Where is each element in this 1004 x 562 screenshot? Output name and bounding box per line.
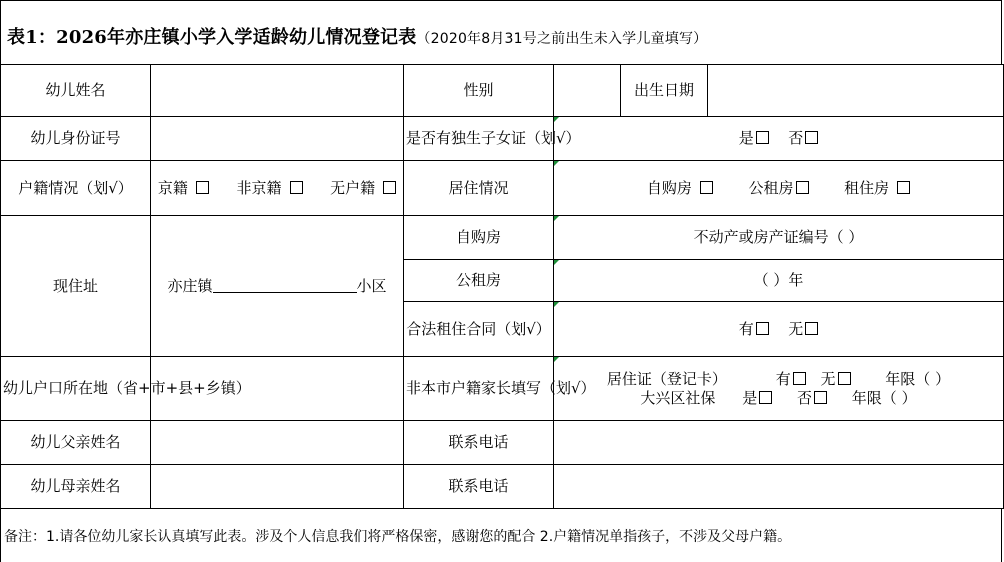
birth-date-field[interactable] — [708, 65, 1004, 117]
child-id-label: 幼儿身份证号 — [1, 117, 151, 161]
mother-name-label: 幼儿母亲姓名 — [1, 465, 151, 509]
residence-rent-checkbox[interactable] — [897, 181, 910, 194]
residence-permit-label: 居住证（登记卡） — [606, 369, 727, 388]
only-child-yes-label: 是 — [738, 129, 754, 147]
social-security-label: 大兴区社保 — [640, 388, 716, 407]
mother-phone-label: 联系电话 — [404, 465, 554, 509]
child-name-field[interactable] — [151, 65, 404, 117]
public-rental-years-text: （ ）年 — [753, 271, 804, 289]
only-child-no-checkbox[interactable] — [805, 131, 818, 144]
row-address-own — [1, 216, 1004, 260]
own-house-label: 自购房 — [404, 216, 554, 260]
form-note: 备注：1.请各位幼儿家长认真填写此表。涉及个人信息我们将严格保密，感谢您的配合 2.户籍情况单指孩子，不涉及父母户籍。 — [4, 529, 792, 545]
hukou-nonbeijing-checkbox[interactable] — [290, 181, 303, 194]
lease-yes-checkbox[interactable] — [756, 322, 769, 335]
address-suffix: 小区 — [356, 276, 387, 295]
only-child-yes-checkbox[interactable] — [756, 131, 769, 144]
lease-no-checkbox[interactable] — [805, 322, 818, 335]
title-bar — [0, 0, 1002, 64]
row-child-id — [1, 117, 1004, 161]
social-security-line — [556, 389, 1001, 408]
father-phone-field[interactable] — [554, 421, 1004, 465]
public-rental-label: 公租房 — [404, 260, 554, 302]
social-security-no-checkbox[interactable] — [814, 391, 827, 404]
father-name-label: 幼儿父亲姓名 — [1, 421, 151, 465]
hukou-nonbeijing-label: 非京籍 — [236, 178, 282, 197]
row-child-name — [1, 65, 1004, 117]
nonlocal-parent-label: 非本市户籍家长填写（划√） — [404, 357, 554, 421]
cell-marker — [554, 260, 559, 265]
residence-permit-yes-checkbox[interactable] — [793, 372, 806, 385]
birth-date-label: 出生日期 — [621, 65, 708, 117]
cell-marker — [554, 302, 559, 307]
social-security-yes-checkbox[interactable] — [759, 391, 772, 404]
own-house-cert-text: 不动产或房产证编号（ ） — [693, 228, 864, 246]
hukou-beijing-label: 京籍 — [157, 178, 188, 197]
child-name-label: 幼儿姓名 — [1, 65, 151, 117]
hukou-options — [151, 161, 404, 216]
residence-permit-no-label: 无 — [820, 369, 836, 388]
hukou-origin-field[interactable] — [151, 357, 404, 421]
residence-rent-label: 租住房 — [844, 178, 890, 197]
form-title-note: （2020年8月31号之前出生未入学儿童填写） — [416, 31, 708, 47]
hukou-none-label: 无户籍 — [330, 178, 376, 197]
row-mother — [1, 465, 1004, 509]
cell-marker — [554, 117, 559, 122]
residence-permit-line — [556, 370, 1001, 389]
nonlocal-parent-options — [554, 357, 1004, 421]
residence-own-label: 自购房 — [646, 178, 692, 197]
lease-contract-options — [554, 302, 1004, 357]
lease-contract-label: 合法租住合同（划√） — [404, 302, 554, 357]
only-child-no-label: 否 — [788, 129, 804, 147]
residence-public-checkbox[interactable] — [796, 181, 809, 194]
public-rental-years-field[interactable] — [554, 260, 1004, 302]
hukou-none-checkbox[interactable] — [383, 181, 396, 194]
gender-label: 性别 — [404, 65, 554, 117]
residence-own-checkbox[interactable] — [700, 181, 713, 194]
cell-marker — [554, 161, 559, 166]
father-phone-label: 联系电话 — [404, 421, 554, 465]
social-security-yes-label: 是 — [742, 388, 758, 407]
social-security-years[interactable]: 年限（ ） — [851, 388, 917, 407]
lease-no-label: 无 — [788, 319, 804, 338]
residence-permit-years[interactable]: 年限（ ） — [885, 369, 951, 388]
mother-name-field[interactable] — [151, 465, 404, 509]
form-table — [0, 64, 1004, 509]
own-house-cert-field[interactable] — [554, 216, 1004, 260]
residence-options — [554, 161, 1004, 216]
mother-phone-field[interactable] — [554, 465, 1004, 509]
address-prefix: 亦庄镇 — [167, 276, 213, 295]
child-id-field[interactable] — [151, 117, 404, 161]
hukou-label: 户籍情况（划√） — [1, 161, 151, 216]
form-title — [7, 23, 707, 49]
row-hukou — [1, 161, 1004, 216]
address-field — [151, 216, 404, 357]
hukou-beijing-checkbox[interactable] — [196, 181, 209, 194]
only-child-cert-options — [554, 117, 1004, 161]
row-father — [1, 421, 1004, 465]
lease-yes-label: 有 — [738, 319, 754, 338]
row-hukou-origin — [1, 357, 1004, 421]
cell-marker — [554, 216, 559, 221]
residence-public-label: 公租房 — [748, 178, 794, 197]
form-title-main: 表1：2026年亦庄镇小学入学适龄幼儿情况登记表 — [7, 27, 417, 48]
residence-label: 居住情况 — [404, 161, 554, 216]
only-child-cert-label: 是否有独生子女证（划√） — [404, 117, 554, 161]
gender-field[interactable] — [554, 65, 621, 117]
residence-permit-yes-label: 有 — [775, 369, 791, 388]
hukou-origin-label: 幼儿户口所在地（省+市+县+乡镇） — [1, 357, 151, 421]
cell-marker — [554, 357, 559, 362]
address-label: 现住址 — [1, 216, 151, 357]
father-name-field[interactable] — [151, 421, 404, 465]
address-blank[interactable] — [213, 278, 357, 293]
residence-permit-no-checkbox[interactable] — [838, 372, 851, 385]
social-security-no-label: 否 — [797, 388, 813, 407]
